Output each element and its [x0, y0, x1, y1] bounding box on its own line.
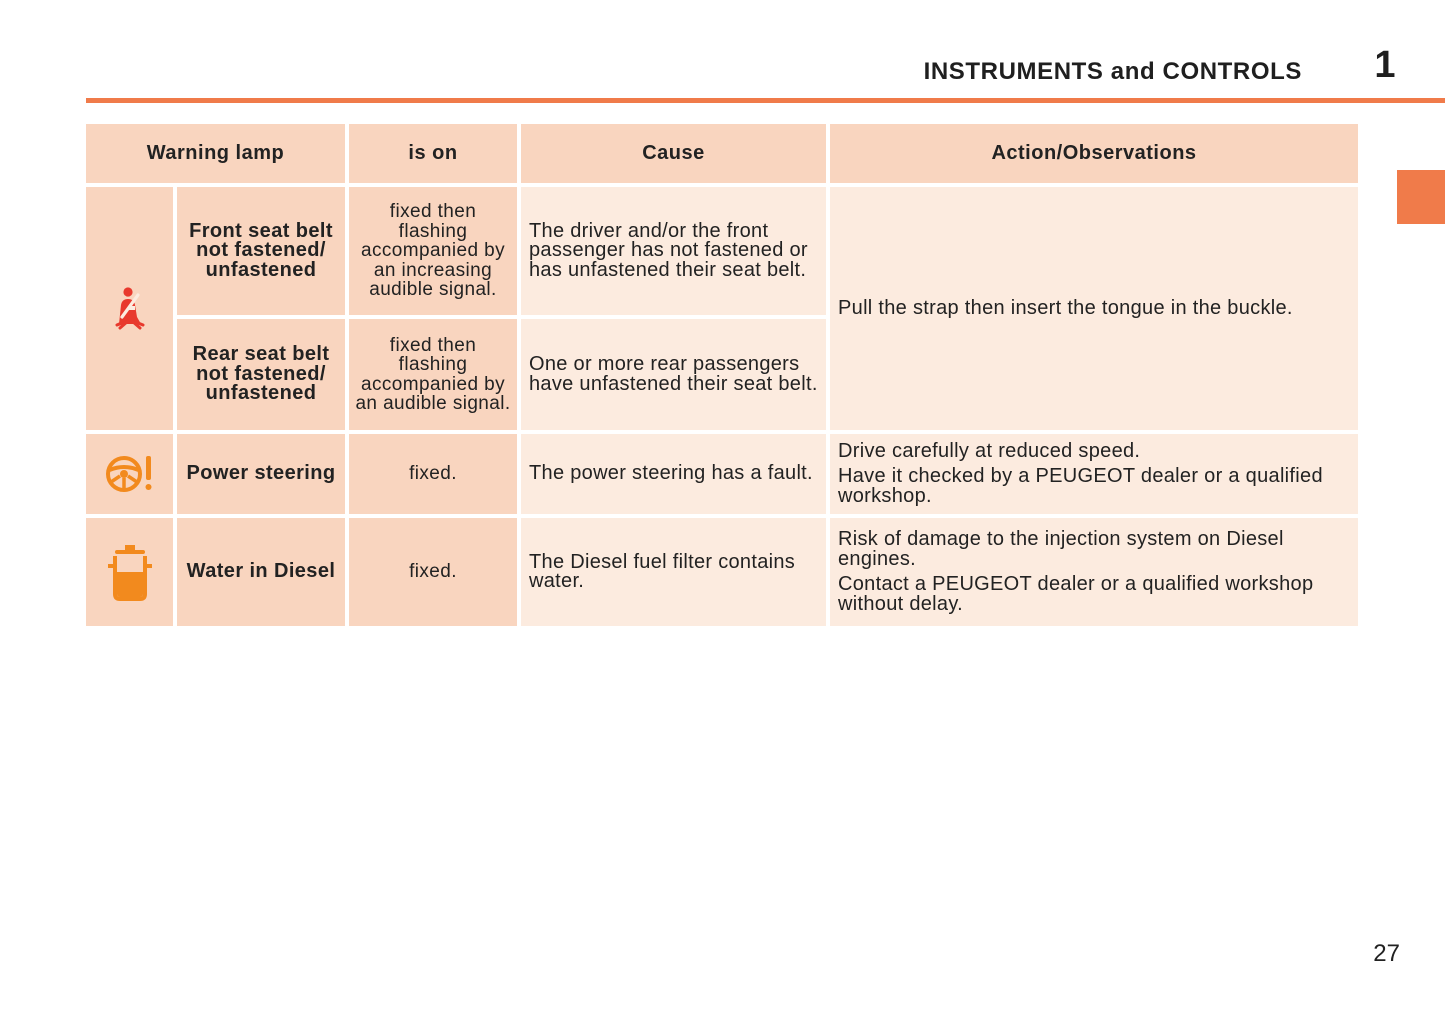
- page-number: 27: [1373, 940, 1400, 967]
- action-water-diesel-line-1: Risk of damage to the injection system on Diesel engines.: [838, 528, 1284, 570]
- section-title: INSTRUMENTS and CONTROLS: [923, 58, 1302, 85]
- header-is-on: is on: [349, 124, 517, 183]
- is-on-rear-seatbelt: fixed then flashing accompanied by an audible signal.: [349, 319, 517, 430]
- water-diesel-icon-cell: [86, 518, 173, 626]
- lamp-water-diesel: Water in Diesel: [177, 518, 345, 626]
- action-water-diesel-line-2: Contact a PEUGEOT dealer or a qualified workshop without delay.: [838, 573, 1314, 615]
- power-steering-warning-icon: [100, 444, 160, 504]
- is-on-water-diesel: fixed.: [349, 518, 517, 626]
- header-action: Action/Observations: [830, 124, 1358, 183]
- action-seatbelt: Pull the strap then insert the tongue in the buckle.: [830, 187, 1358, 430]
- lamp-rear-seatbelt: Rear seat belt not fastened/ unfastened: [177, 319, 345, 430]
- seatbelt-icon-cell: [86, 187, 173, 430]
- header-rule: [86, 98, 1445, 103]
- lamp-power-steering: Power steering: [177, 434, 345, 514]
- is-on-power-steering: fixed.: [349, 434, 517, 514]
- action-power-steering-line-2: Have it checked by a PEUGEOT dealer or a qualified workshop.: [838, 465, 1323, 507]
- action-power-steering-line-1: Drive carefully at reduced speed.: [838, 439, 1141, 462]
- seatbelt-warning-icon: [100, 279, 160, 339]
- chapter-tab: [1397, 170, 1445, 224]
- action-water-diesel: [830, 518, 1358, 626]
- action-power-steering: [830, 434, 1358, 514]
- chapter-number: 1: [1374, 44, 1396, 86]
- is-on-front-seatbelt: fixed then flashing accompanied by an increasing audible signal.: [349, 187, 517, 315]
- lamp-front-seatbelt: Front seat belt not fastened/ unfastened: [177, 187, 345, 315]
- power-steering-icon-cell: [86, 434, 173, 514]
- cause-water-diesel: The Diesel fuel filter contains water.: [521, 518, 826, 626]
- water-in-diesel-icon: [100, 542, 160, 602]
- cause-power-steering: The power steering has a fault.: [521, 434, 826, 514]
- cause-rear-seatbelt: One or more rear passengers have unfastened their seat belt.: [521, 319, 826, 430]
- cause-front-seatbelt: The driver and/or the front passenger has not fastened or has unfastened their seat belt.: [521, 187, 826, 315]
- header-cause: Cause: [521, 124, 826, 183]
- header-warning-lamp: Warning lamp: [86, 124, 345, 183]
